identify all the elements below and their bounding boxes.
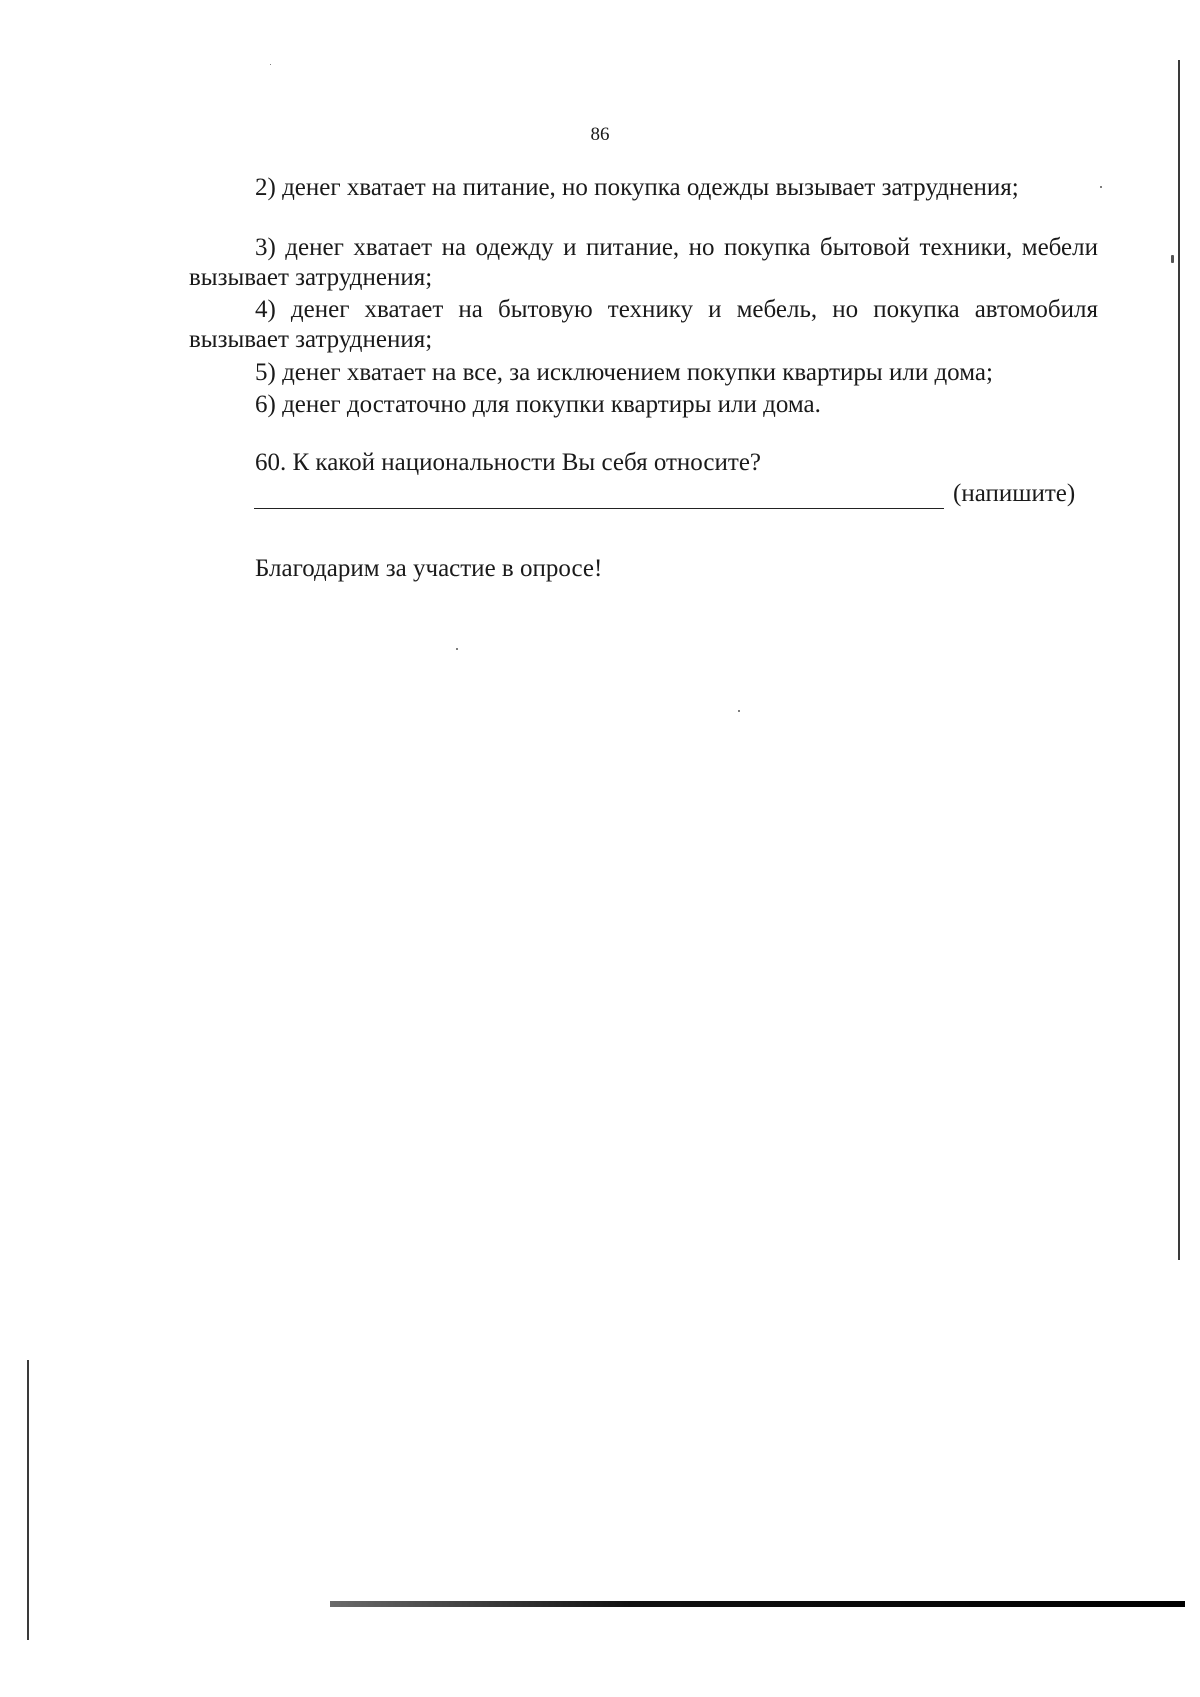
closing-thanks: Благодарим за участие в опросе!: [255, 555, 603, 582]
scan-speck: [1100, 186, 1102, 188]
scan-speck: [738, 710, 740, 712]
scan-speck: [456, 648, 458, 650]
scan-edge-bottom: [330, 1601, 1185, 1607]
answer-option-4: 4) денег хватает на бытовую технику и мебель, но покупка автомобиля вызывает затруднения;: [189, 296, 1098, 353]
scan-speck: [1171, 255, 1174, 263]
scan-edge-right: [1178, 60, 1180, 1260]
scan-speck: [270, 64, 271, 65]
question-60: 60. К какой национальности Вы себя относите?: [255, 449, 762, 476]
write-hint: (напишите): [953, 480, 1076, 507]
answer-blank-line: [254, 508, 944, 509]
page-number: 86: [590, 124, 610, 145]
answer-option-2: 2) денег хватает на питание, но покупка одежды вызывает затруднения;: [255, 174, 1019, 201]
answer-option-6: 6) денег достаточно для покупки квартиры или дома.: [255, 391, 821, 418]
answer-option-5: 5) денег хватает на все, за исключением покупки квартиры или дома;: [255, 359, 993, 386]
answer-option-3: 3) денег хватает на одежду и питание, но покупка бытовой техники, мебели вызывает затруднения;: [189, 234, 1098, 291]
scan-edge-left: [27, 1360, 29, 1640]
